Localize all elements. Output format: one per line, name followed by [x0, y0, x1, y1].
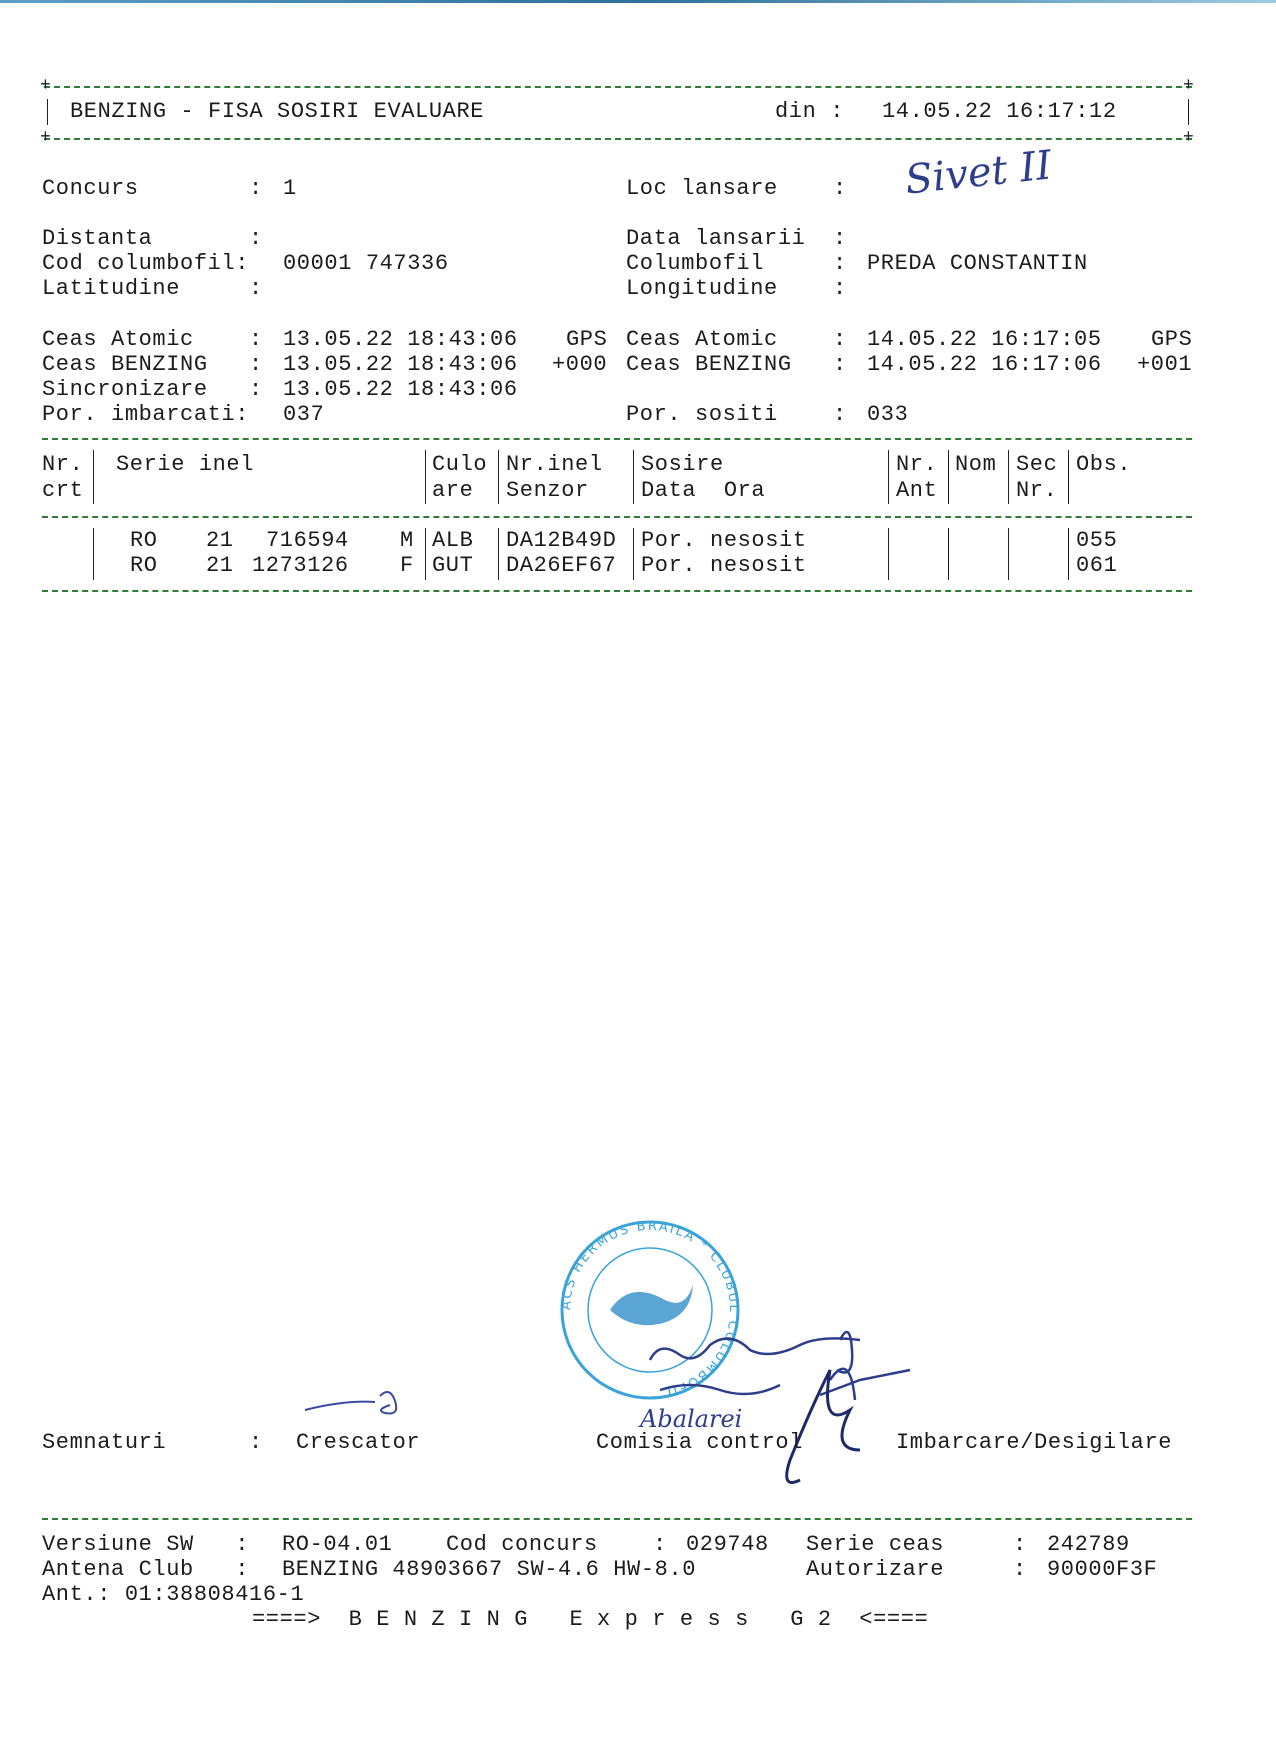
col-sep	[93, 450, 94, 504]
th-senzor: Senzor	[506, 478, 589, 503]
longitudine-label: Longitudine :	[626, 276, 847, 301]
sync-value: 13.05.22 18:43:06	[283, 377, 518, 402]
col-sep	[948, 450, 949, 504]
left-benzing-value: 13.05.22 18:43:06	[283, 352, 518, 377]
col-sep	[948, 528, 949, 580]
col-sep	[888, 450, 889, 504]
sositi-label: Por. sositi :	[626, 402, 847, 427]
col-sep	[1008, 450, 1009, 504]
left-atomic-label: Ceas Atomic :	[42, 327, 263, 352]
cell-color: ALB	[432, 528, 474, 553]
loc-lansare-label: Loc lansare :	[626, 176, 847, 201]
th-nom: Nom	[955, 452, 997, 477]
col-sep	[1068, 528, 1069, 580]
semnaturi-label: Semnaturi :	[42, 1430, 263, 1455]
col-sep	[633, 528, 634, 580]
report-date-label: din :	[775, 99, 845, 124]
distanta-label: Distanta :	[42, 226, 263, 251]
col-sep	[425, 450, 426, 504]
th-sosire: Sosire	[641, 452, 724, 477]
header-right-bar	[1188, 99, 1189, 125]
right-atomic-value: 14.05.22 16:17:05	[867, 327, 1102, 352]
col-sep	[633, 450, 634, 504]
header-bottom-rule	[44, 138, 1192, 140]
cell-sensor: DA26EF67	[506, 553, 617, 578]
antena-value: BENZING 48903667 SW-4.6 HW-8.0	[282, 1557, 697, 1582]
right-benzing-value: 14.05.22 16:17:06	[867, 352, 1102, 377]
corner: +	[1183, 128, 1194, 148]
sync-label: Sincronizare :	[42, 377, 263, 402]
crescator-label: Crescator	[296, 1430, 421, 1455]
left-atomic-src: GPS	[566, 327, 608, 352]
cod-columbofil-value: 00001 747336	[283, 251, 449, 276]
table-top-rule	[42, 438, 1192, 440]
autorizare-value: 90000F3F	[1047, 1557, 1158, 1582]
loc-lansare-handwritten: Sivet II	[902, 142, 1054, 204]
col-sep	[498, 450, 499, 504]
serie-ceas-label: Serie ceas :	[806, 1532, 1027, 1557]
th-ant: Ant	[896, 478, 938, 503]
left-atomic-value: 13.05.22 18:43:06	[283, 327, 518, 352]
cell-ring: 716594	[266, 528, 349, 553]
versiune-value: RO-04.01	[282, 1532, 393, 1557]
sositi-value: 033	[867, 402, 909, 427]
th-nrinel: Nr.inel	[506, 452, 603, 477]
col-sep	[498, 528, 499, 580]
corner: +	[1183, 76, 1194, 96]
cell-year: 21	[206, 528, 234, 553]
versiune-label: Versiune SW :	[42, 1532, 250, 1557]
concurs-label: Concurs :	[42, 176, 263, 201]
benzing-banner: ====> B E N Z I N G E x p r e s s G 2 <====	[252, 1607, 929, 1632]
cell-sex: M	[400, 528, 414, 553]
left-benzing-offset: +000	[552, 352, 608, 377]
cell-obs: 061	[1076, 553, 1118, 578]
header-top-rule	[44, 86, 1192, 88]
cod-columbofil-label: Cod columbofil:	[42, 251, 250, 276]
cod-concurs-value: 029748	[686, 1532, 769, 1557]
columbofil-label: Columbofil :	[626, 251, 847, 276]
cell-obs: 055	[1076, 528, 1118, 553]
th-serie: Serie inel	[116, 452, 255, 477]
data-lansarii-label: Data lansarii :	[626, 226, 847, 251]
col-sep	[425, 528, 426, 580]
cell-country: RO	[130, 528, 158, 553]
right-benzing-label: Ceas BENZING :	[626, 352, 847, 377]
left-benzing-label: Ceas BENZING :	[42, 352, 263, 377]
th-sec: Sec	[1016, 452, 1058, 477]
imbarcare-label: Imbarcare/Desigilare	[896, 1430, 1173, 1455]
col-sep	[1008, 528, 1009, 580]
columbofil-value: PREDA CONSTANTIN	[867, 251, 1088, 276]
th-crt: crt	[42, 478, 84, 503]
comisia-label: Comisia control	[596, 1430, 804, 1455]
th-obs: Obs.	[1076, 452, 1132, 477]
table-bottom-rule	[42, 590, 1192, 592]
report-date: 14.05.22 16:17:12	[882, 99, 1117, 124]
ant-line: Ant.: 01:38808416-1	[42, 1582, 305, 1607]
cell-arrival: Por. nesosit	[641, 553, 807, 578]
right-benzing-offset: +001	[1137, 352, 1193, 377]
cell-sex: F	[400, 553, 414, 578]
cell-sensor: DA12B49D	[506, 528, 617, 553]
report-title: BENZING - FISA SOSIRI EVALUARE	[70, 99, 485, 124]
right-atomic-label: Ceas Atomic :	[626, 327, 847, 352]
serie-ceas-value: 242789	[1047, 1532, 1130, 1557]
header-left-bar	[47, 99, 48, 125]
col-sep	[93, 528, 94, 580]
antena-label: Antena Club :	[42, 1557, 250, 1582]
cod-concurs-label: Cod concurs :	[446, 1532, 667, 1557]
cell-country: RO	[130, 553, 158, 578]
concurs-value: 1	[283, 176, 297, 201]
col-sep	[1068, 450, 1069, 504]
col-sep	[888, 528, 889, 580]
cell-ring: 1273126	[252, 553, 349, 578]
latitudine-label: Latitudine :	[42, 276, 263, 301]
autorizare-label: Autorizare :	[806, 1557, 1027, 1582]
signature-crescator	[295, 1380, 435, 1430]
th-nr-ant: Nr.	[896, 452, 938, 477]
cell-color: GUT	[432, 553, 474, 578]
footer-rule	[42, 1518, 1192, 1520]
th-culo: Culo	[432, 452, 488, 477]
stamp-text: ACS HERMUS BRAILA * CLUBUL COLUMBOFIL	[558, 1218, 742, 1401]
imbarcati-label: Por. imbarcati:	[42, 402, 250, 427]
scan-top-edge	[0, 0, 1276, 3]
cell-arrival: Por. nesosit	[641, 528, 807, 553]
corner: +	[40, 76, 51, 96]
hand-sig-3: Abalarei	[640, 1405, 743, 1433]
corner: +	[40, 128, 51, 148]
table-header-rule	[42, 516, 1192, 518]
th-sec-nr: Nr.	[1016, 478, 1058, 503]
imbarcati-value: 037	[283, 402, 325, 427]
right-atomic-src: GPS	[1151, 327, 1193, 352]
cell-year: 21	[206, 553, 234, 578]
th-nr: Nr.	[42, 452, 84, 477]
th-are: are	[432, 478, 474, 503]
th-data-ora: Data Ora	[641, 478, 766, 503]
